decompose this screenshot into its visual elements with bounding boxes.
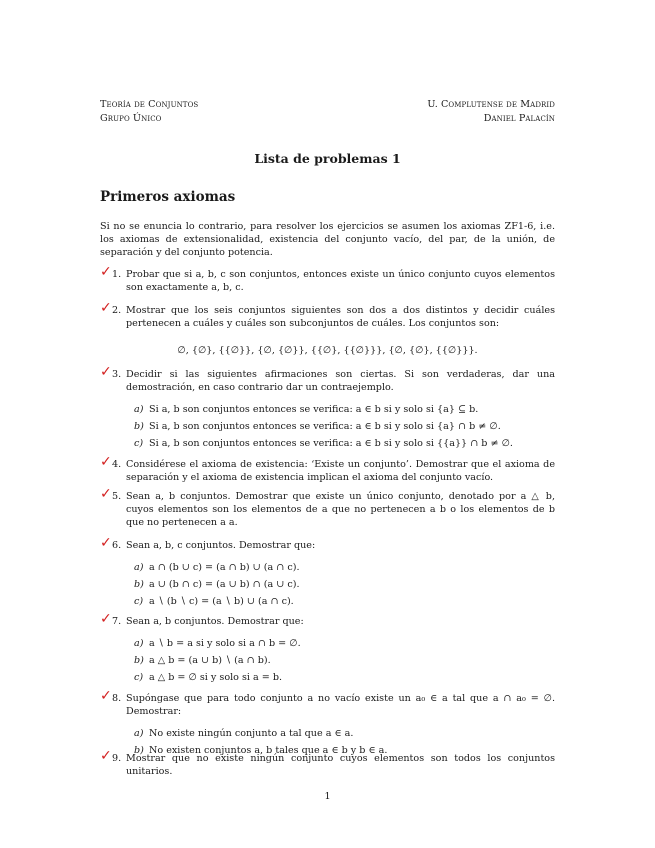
problem-3: [100, 364, 555, 454]
sets-display: ∅, {∅}, {{∅}}, {∅, {∅}}, {{∅}, {{∅}}}, {∅, {∅}, {{∅}}}.: [177, 345, 478, 356]
problem-items: [100, 561, 555, 608]
problem-number: 5.: [112, 491, 122, 502]
check-mark-icon: ✓: [100, 486, 112, 502]
item-text: No existen conjuntos a, b tales que a ∈ b y b ∈ a.: [149, 745, 388, 756]
problem-text: Sean a, b conjuntos. Demostrar que:: [126, 616, 304, 627]
problem-text: Mostrar que no existe ningún conjunto cuyos elementos son todos los conjuntos unitarios.: [126, 753, 555, 777]
item-text: a ∖ (b ∖ c) = (a ∖ b) ∪ (a ∩ c).: [149, 596, 294, 607]
check-mark-icon: ✓: [100, 535, 112, 551]
problem-1: [100, 264, 555, 294]
problem-text: Sean a, b conjuntos. Demostrar que existe un único conjunto, denotado por a △ b, cuyos elementos son los elementos de a que no pertenecen a b o los elementos de b que no pertenecen a a.: [126, 491, 555, 528]
problem-number: 9.: [112, 753, 122, 764]
university-name: U. Complutense de Madrid: [427, 99, 555, 110]
list-item: [100, 578, 555, 591]
item-text: a ∖ b = a si y solo si a ∩ b = ∅.: [149, 638, 301, 649]
list-item: [100, 595, 555, 608]
page-title: Lista de problemas 1: [254, 151, 401, 166]
list-item: [100, 403, 555, 416]
item-label: b): [134, 421, 144, 432]
item-label: b): [134, 579, 144, 590]
problem-text: Considérese el axioma de existencia: ‘Existe un conjunto’. Demostrar que el axioma de separación y el axioma de existencia implican el axioma del conjunto vacío.: [126, 459, 555, 483]
list-item: [100, 671, 555, 684]
problem-items: [100, 637, 555, 684]
check-mark-icon: ✓: [100, 748, 112, 764]
check-mark-icon: ✓: [100, 300, 112, 316]
list-item: [100, 437, 555, 450]
item-text: No existe ningún conjunto a tal que a ∈ a.: [149, 728, 354, 739]
item-text: a ∪ (b ∩ c) = (a ∪ b) ∩ (a ∪ c).: [149, 579, 300, 590]
list-item: [100, 727, 555, 740]
problem-4: [100, 454, 555, 484]
item-text: a ∩ (b ∪ c) = (a ∩ b) ∪ (a ∩ c).: [149, 562, 300, 573]
check-mark-icon: ✓: [100, 454, 112, 470]
page-number: 1: [324, 791, 331, 802]
item-text: a △ b = ∅ si y solo si a = b.: [149, 672, 283, 683]
item-label: a): [134, 638, 144, 649]
problem-number: 4.: [112, 459, 122, 470]
check-mark-icon: ✓: [100, 264, 112, 280]
intro-paragraph: Si no se enuncia lo contrario, para resolver los ejercicios se asumen los axiomas ZF1-6, i.e. los axiomas de extensionalidad, existencia del conjunto vacío, del par, de la unión, de separación y del conjunto potencia.: [100, 221, 555, 258]
item-label: a): [134, 562, 144, 573]
course-title: Teoría de Conjuntos: [100, 99, 199, 110]
problem-text: Mostrar que los seis conjuntos siguientes son dos a dos distintos y decidir cuáles pertenecen a cuáles y cuáles son subconjuntos de cuáles. Los conjuntos son:: [126, 305, 555, 329]
list-item: [100, 654, 555, 667]
check-mark-icon: ✓: [100, 364, 112, 380]
header-right: [427, 98, 555, 126]
problem-items: [100, 403, 555, 450]
problem-text: Sean a, b, c conjuntos. Demostrar que:: [126, 540, 316, 551]
check-mark-icon: ✓: [100, 688, 112, 704]
problem-number: 1.: [112, 269, 122, 280]
header-left: [100, 98, 198, 126]
item-label: b): [134, 745, 144, 756]
check-mark-icon: ✓: [100, 611, 112, 627]
item-label: c): [134, 596, 144, 607]
problem-5: [100, 486, 555, 529]
problem-text: Probar que si a, b, c son conjuntos, entonces existe un único conjunto cuyos elementos son exactamente a, b, c.: [126, 269, 555, 293]
problem-text: Decidir si las siguientes afirmaciones son ciertas. Si son verdaderas, dar una demostración, en caso contrario dar un contraejemplo.: [126, 369, 555, 393]
item-label: b): [134, 655, 144, 666]
group-label: Grupo Único: [100, 113, 162, 124]
section-heading: Primeros axiomas: [100, 189, 236, 205]
problem-number: 8.: [112, 693, 122, 704]
problem-text: Supóngase que para todo conjunto a no vacío existe un a₀ ∈ a tal que a ∩ a₀ = ∅. Demostrar:: [126, 693, 555, 717]
problem-7: [100, 611, 555, 688]
item-label: a): [134, 404, 144, 415]
list-item: [100, 420, 555, 433]
item-text: Si a, b son conjuntos entonces se verifica: a ∈ b si y solo si {a} ⊆ b.: [149, 404, 479, 415]
problem-6: [100, 535, 555, 612]
list-item: [100, 561, 555, 574]
problem-8: [100, 688, 555, 764]
item-label: c): [134, 438, 144, 449]
problem-2: [100, 300, 555, 357]
problem-number: 2.: [112, 305, 122, 316]
problem-number: 3.: [112, 369, 122, 380]
author-name: Daniel Palacín: [483, 113, 555, 124]
item-label: a): [134, 728, 144, 739]
problem-number: 6.: [112, 540, 122, 551]
item-label: c): [134, 672, 144, 683]
list-item: [100, 637, 555, 650]
problem-number: 7.: [112, 616, 122, 627]
item-text: a △ b = (a ∪ b) ∖ (a ∩ b).: [149, 655, 271, 666]
item-text: Si a, b son conjuntos entonces se verifica: a ∈ b si y solo si {a} ∩ b ≠ ∅.: [149, 421, 501, 432]
item-text: Si a, b son conjuntos entonces se verifica: a ∈ b si y solo si {{a}} ∩ b ≠ ∅.: [149, 438, 513, 449]
